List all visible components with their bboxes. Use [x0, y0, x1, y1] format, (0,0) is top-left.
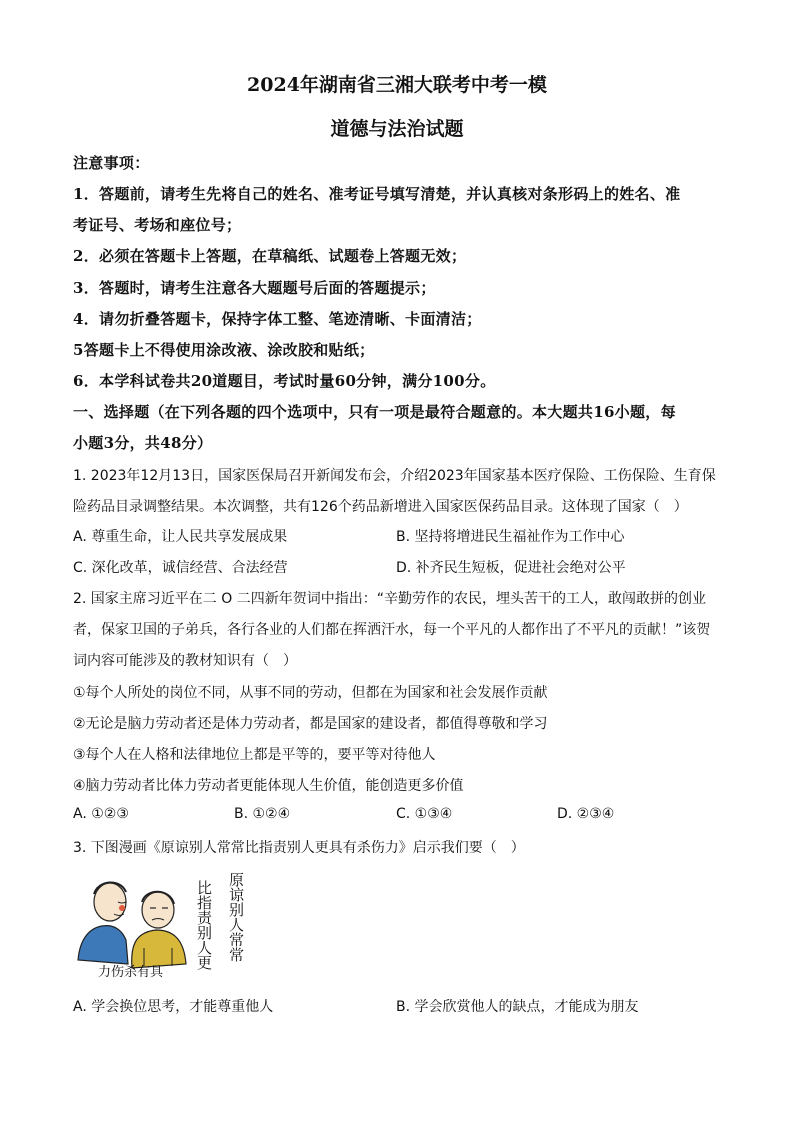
cartoon-caption-bottom: 力伤杀有具 [98, 965, 164, 980]
question-2-stem-cont: 者，保家卫国的子弟兵，各行各业的人们都在挥洒汗水，每一个平凡的人都作出了不平凡的贡献！”该贺 [73, 622, 711, 638]
question-1-option-c: C. 深化改革，诚信经营、合法经营 [73, 560, 288, 576]
question-2-option-c: C. ①③④ [396, 806, 453, 822]
notice-item: 3．答题时，请考生注意各大题题号后面的答题提示； [73, 279, 436, 297]
section-heading: 一、选择题（在下列各题的四个选项中，只有一项是最符合题意的。本大题共16小题，每 [73, 403, 676, 421]
question-1-option-b: B. 坚持将增进民生福祉作为工作中心 [396, 529, 625, 545]
notice-item: 4．请勿折叠答题卡，保持字体工整、笔迹清晰、卡面清洁； [73, 310, 482, 328]
question-1-option-a: A. 尊重生命，让人民共享发展成果 [73, 529, 288, 545]
question-3-option-b: B. 学会欣赏他人的缺点，才能成为朋友 [396, 999, 639, 1015]
notice-item: 5答题卡上不得使用涂改液、涂改胶和贴纸； [73, 341, 375, 359]
question-1-stem: 1. 2023年12月13日，国家医保局召开新闻发布会，介绍2023年国家基本医疗保险、工伤保险、生育保 [73, 468, 716, 484]
cartoon-caption-col1: 原谅别人常常 [227, 872, 245, 962]
question-2-option-a: A. ①②③ [73, 806, 129, 822]
question-2-statement-3: ③每个人在人格和法律地位上都是平等的，要平等对待他人 [73, 747, 436, 763]
question-2-statement-1: ①每个人所处的岗位不同，从事不同的劳动，但都在为国家和社会发展作贡献 [73, 685, 548, 701]
cartoon-caption-col2: 比指责别人更 [195, 880, 213, 970]
notice-item: 考证号、考场和座位号； [73, 216, 242, 234]
question-2-stem-cont: 词内容可能涉及的教材知识有（ ） [73, 653, 297, 669]
section-heading-cont: 小题3分，共48分） [73, 434, 213, 452]
notice-heading: 注意事项： [73, 154, 150, 172]
page-subtitle: 道德与法治试题 [330, 118, 464, 140]
question-2-statement-4: ④脑力劳动者比体力劳动者更能体现人生价值，能创造更多价值 [73, 778, 464, 794]
cartoon-illustration [72, 868, 264, 980]
question-1-option-d: D. 补齐民生短板，促进社会绝对公平 [396, 560, 626, 576]
question-2-statement-2: ②无论是脑力劳动者还是体力劳动者，都是国家的建设者，都值得尊敬和学习 [73, 716, 548, 732]
notice-item: 1．答题前，请考生先将自己的姓名、准考证号填写清楚，并认真核对条形码上的姓名、准 [73, 185, 681, 203]
question-2-option-b: B. ①②④ [234, 806, 291, 822]
question-2-stem: 2. 国家主席习近平在二 O 二四新年贺词中指出：“辛勤劳作的农民，埋头苦干的工人，敢闯敢拼的创业 [73, 591, 706, 607]
question-1-stem-cont: 险药品目录调整结果。本次调整，共有126个药品新增进入国家医保药品目录。这体现了国家（ ） [73, 499, 688, 515]
question-2-option-d: D. ②③④ [557, 806, 615, 822]
page-title: 2024年湖南省三湘大联考中考一模 [247, 74, 547, 96]
question-3-stem: 3. 下图漫画《原谅别人常常比指责别人更具有杀伤力》启示我们要（ ） [73, 840, 525, 856]
notice-item: 2．必须在答题卡上答题，在草稿纸、试题卷上答题无效； [73, 247, 467, 265]
question-3-option-a: A. 学会换位思考，才能尊重他人 [73, 999, 274, 1015]
notice-item: 6．本学科试卷共20道题目，考试时量60分钟，满分100分。 [73, 372, 496, 390]
